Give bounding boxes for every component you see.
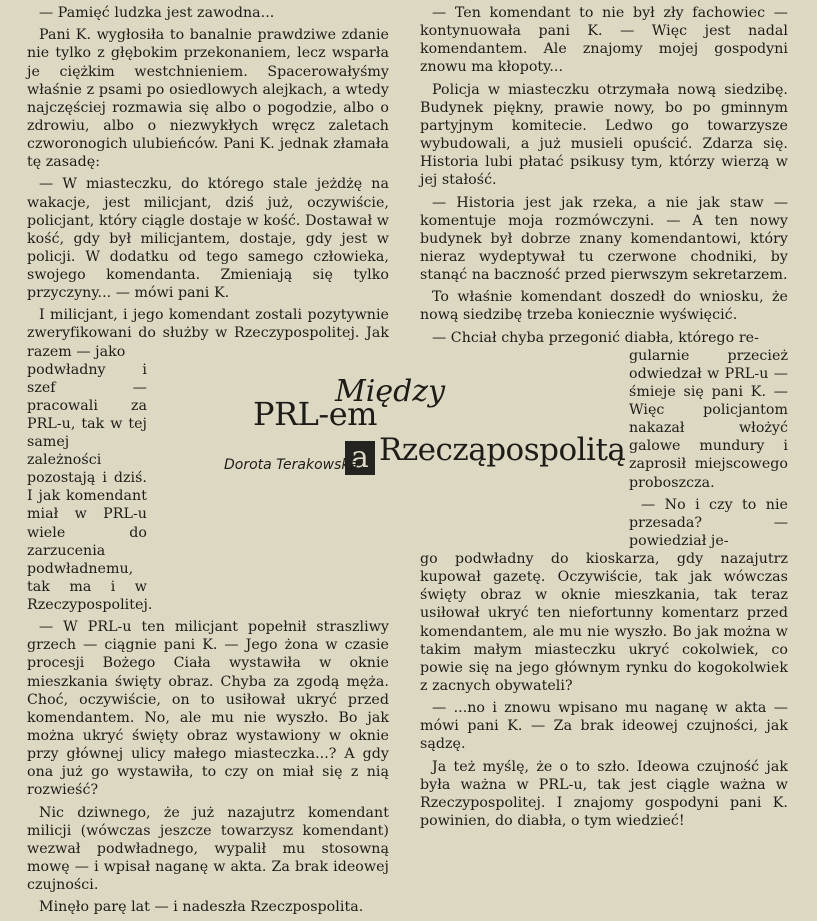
title-miedzy: Między bbox=[335, 374, 446, 409]
title-rzeczpospolita: Rzecząpospolitą bbox=[379, 432, 626, 468]
paragraph: — W miasteczku, do którego stale jeżdżę na wakacje, jest milicjant, dziś już, oczywiście, policjant, który ciągle dostaje w kość. Dostawał w kość, gdy był milicjantem, dostaje, gdy jest w policji. W dodatku od tego samego człowieka, swojego komendanta. Zmieniają się tylko przyczyny... — mówi pani K. bbox=[27, 176, 389, 301]
author-byline: Dorota Terakowska bbox=[224, 457, 359, 473]
paragraph: — Chciał chyba przegonić diabła, którego re- bbox=[432, 329, 759, 346]
paragraph: I milicjant, i jego komendant zostali pozytywnie zweryfikowani do służby w Rzeczypospolitej. Jak razem — jako bbox=[27, 307, 389, 360]
paragraph-continuation: podwładny i szef — pracowali za PRL-u, tak w tej samej zależności pozostają i dziś. I jak komendant miał w PRL-u wiele do zarzucenia podwładnemu, tak ma i w Rzeczypospolitej. bbox=[27, 361, 153, 613]
title-prl-em: PRL-em bbox=[253, 395, 377, 433]
article-title-block bbox=[220, 374, 626, 483]
paragraph: — ...no i znowu wpisano mu naganę w akta — mówi pani K. — Za brak ideowej czujności, jak sądzę. bbox=[420, 700, 788, 753]
paragraph-continuation: gularnie przecież odwiedzał w PRL-u — śmieje się pani K. — Więc policjantom nakazał włożyć galowe mundury i zaprosił miejscowego proboszcza. bbox=[629, 347, 788, 491]
paragraph: — No i czy to nie przesada? — powiedział je- bbox=[629, 496, 788, 550]
paragraph: — Ten komendant to nie był zły fachowiec — kontynuowała pani K. — Więc jest nadal komendantem. Ale znajomy mojej gospodyni znowu ma kłopoty... bbox=[420, 5, 788, 76]
paragraph: Policja w miasteczku otrzymała nową siedzibę. Budynek piękny, prawie nowy, bo po gminnym partyjnym komitecie. Ledwo go towarzysze wybudowali, a już musieli opuścić. Zdarza się. Historia lubi płatać psikusy tym, którzy wierzą w jej stałość. bbox=[420, 81, 788, 189]
paragraph: Nic dziwnego, że już nazajutrz komendant milicji (wówczas jeszcze towarzysz komendant) wezwał podwładnego, wypalił mu stosowną mowę — i wpisał naganę w akta. Za brak ideowej czujności. bbox=[27, 804, 389, 893]
paragraph: Ja też myślę, że o to szło. Ideowa czujność jak była ważna w PRL-u, tak jest ciągle ważna w Rzeczypospolitej. I znajomy gospodyni pani K. powinien, do diabła, o tym wiedzieć! bbox=[420, 758, 788, 830]
paragraph: — Pamięć ludzka jest zawodna... bbox=[39, 5, 275, 21]
paragraph: To właśnie komendant doszedł do wniosku, że nową siedzibę trzeba koniecznie wyświęcić. bbox=[420, 289, 788, 324]
paragraph: Minęło parę lat — i nadeszła Rzeczpospolita. bbox=[39, 899, 364, 916]
paragraph: — W PRL-u ten milicjant popełnił straszliwy grzech — ciągnie pani K. — Jego żona w czasie procesji Bożego Ciała wystawiła w oknie mieszkania święty obraz. Chyba za zgodą męża. Choć, oczywiście, on to usiłował ukryć przed komendantem. No, ale mu nie wyszło. Bo jak można ukryć święty obraz wystawiony w oknie przy głównej ulicy małego miasteczka...? A gdy ona już go wystawiła, to czy on miał się z nią rozwieść? bbox=[27, 619, 389, 799]
paragraph-continuation: go podwładny do kioskarza, gdy nazajutrz kupował gazetę. Oczywiście, tak jak wówczas święty obraz w oknie mieszkania, tak teraz usiłował ukryć ten niefortunny komentarz przed komendantem, ale mu nie wyszło. Bo jak można w takim małym miasteczku ukryć cokolwiek, co powie się na jego głównym rynku do kogokolwiek z zacnych obywateli? bbox=[420, 551, 788, 694]
paragraph: — Historia jest jak rzeka, a nie jak staw — komentuje moja rozmówczyni. — A ten nowy budynek był dobrze znany komendantowi, który nieraz wydeptywał tu czerwone chodniki, by stanąć na baczność przed pierwszym sekretarzem. bbox=[420, 194, 788, 283]
paragraph: Pani K. wygłosiła to banalnie prawdziwe zdanie nie tylko z głębokim przekonaniem, lecz wsparła je ciężkim westchnieniem. Spacerowałyśmy właśnie z psami po osiedlowych alejkach, a wtedy najczęściej rozmawia się albo o pogodzie, albo o zdrowiu, albo o niezwykłych wręcz zaletach czworonogich ulubieńców. Pani K. jednak złamała tę zasadę: bbox=[27, 27, 389, 171]
title-a-inverted: a bbox=[345, 441, 375, 475]
